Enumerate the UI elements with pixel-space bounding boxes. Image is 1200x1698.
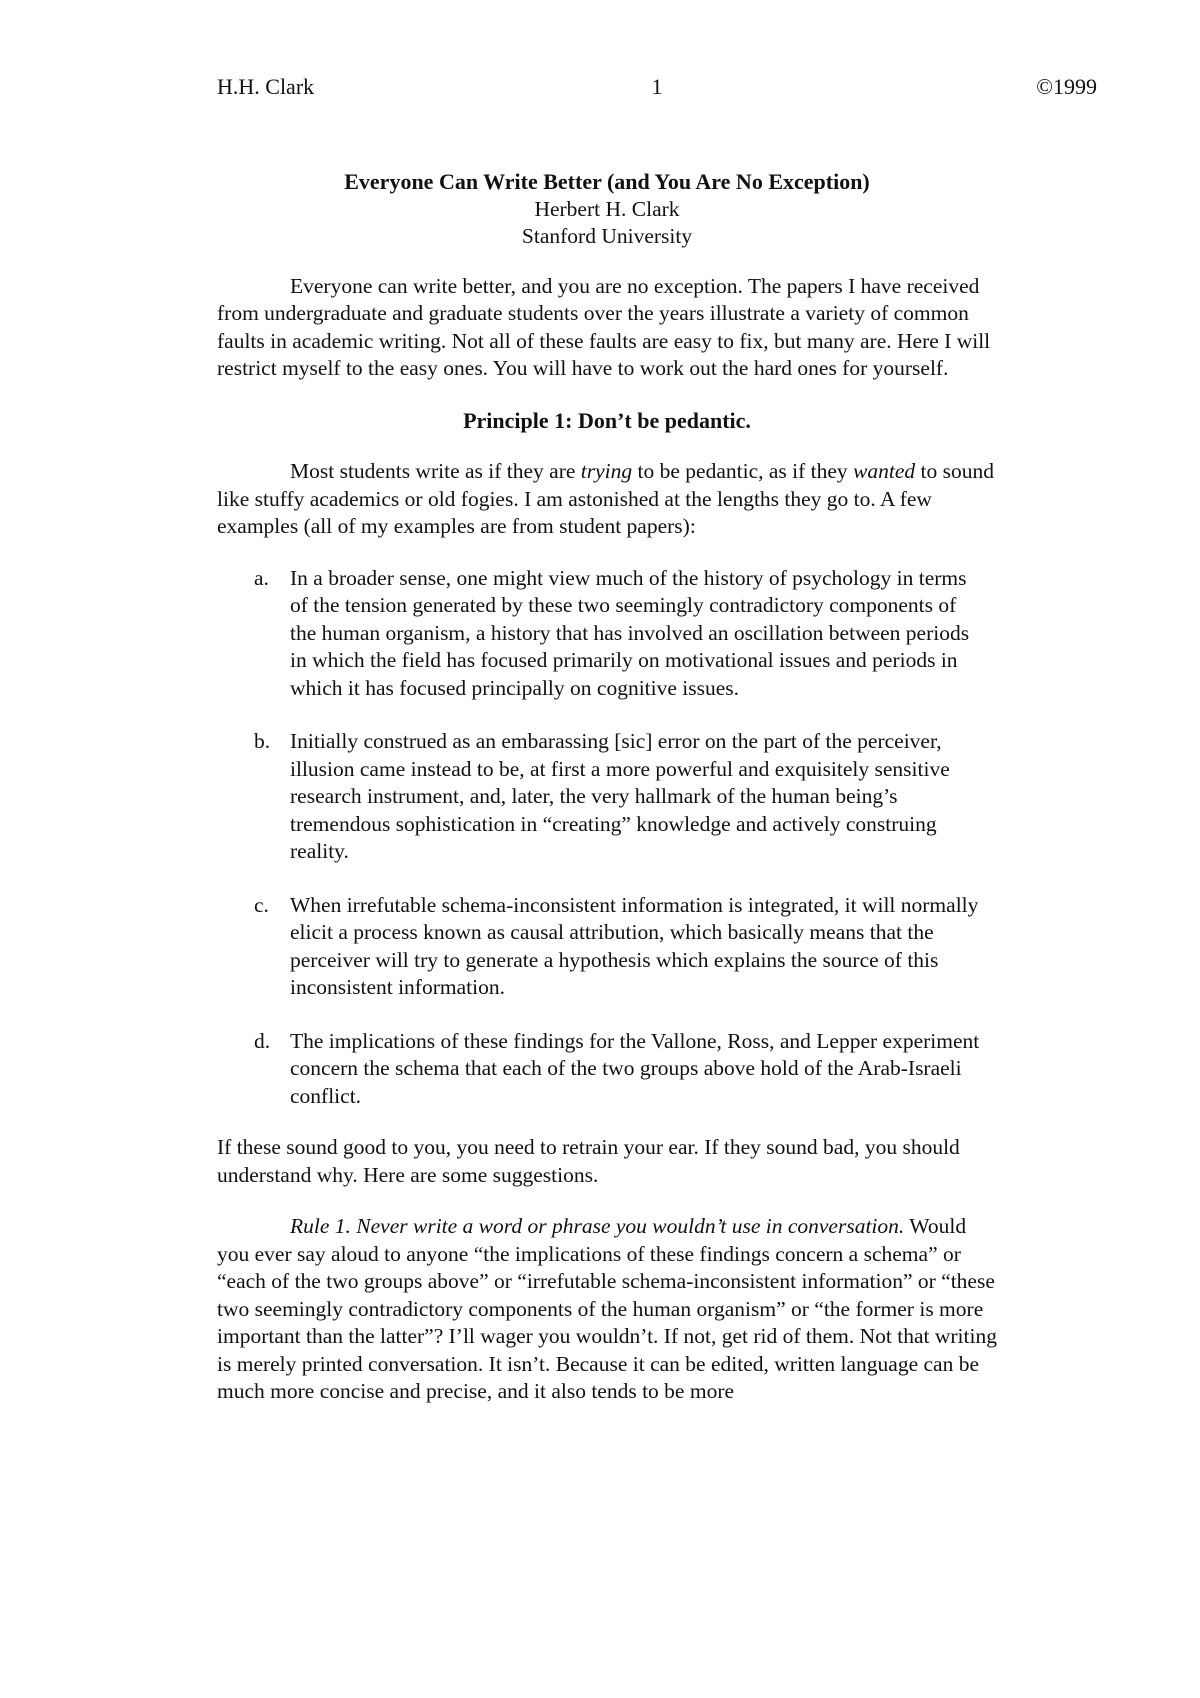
example-item	[217, 1028, 997, 1111]
example-marker: c.	[254, 892, 269, 917]
principle-heading: Principle 1: Don’t be pedantic.	[463, 407, 751, 433]
example-text: In a broader sense, one might view much of the history of psychology in terms of the tension generated by these two seemingly contradictory components of the human organism, a history that has involved an oscillation between periods in which the field has focused primarily on motivational issues and periods in which it has focused principally on cognitive issues.	[290, 565, 970, 700]
paragraph-text: to sound like stuffy academics or old fogies. I am astonished at the lengths they go to. A few examples (all of my examples are from student papers):	[217, 459, 995, 538]
title-block	[217, 168, 997, 251]
rule-paragraph	[217, 1213, 997, 1406]
example-item	[217, 565, 997, 703]
author-name: Herbert H. Clark	[534, 196, 680, 221]
header-author: H.H. Clark	[217, 74, 315, 99]
author-affiliation: Stanford University	[521, 224, 693, 248]
example-marker: b.	[254, 729, 271, 753]
paragraph-text: to be pedantic, as if they	[632, 459, 854, 483]
rule-text: Would you ever say aloud to anyone “the implications of these findings concern a schema” or “each of the two groups above” or “irrefutable schema-inconsistent information” or “these two seemingly contradictory components of the human organism” or “the former is more important than the latter”? I’ll wager you wouldn’t. If not, get rid of them. Not that writing is merely printed conversation. It isn’t. Because it can be edited, written language can be much more concise and precise, and it also tends to be more	[217, 1214, 997, 1403]
emphasis-text: trying	[580, 459, 633, 483]
principle-paragraph	[217, 458, 997, 541]
paragraph-text: Most students write as if they are	[290, 459, 581, 483]
followup-paragraph: If these sound good to you, you need to retrain your ear. If they sound bad, you should understand why. Here are some suggestions.	[217, 1135, 960, 1187]
running-header	[217, 72, 1097, 102]
rule-title: Rule 1. Never write a word or phrase you wouldn’t use in conversation.	[290, 1214, 905, 1238]
example-text: When irrefutable schema-inconsistent information is integrated, it will normally elicit a process known as causal attribution, which basically means that the perceiver will try to generate a hypothesis which explains the source of this inconsistent information.	[290, 892, 979, 999]
document-body	[217, 168, 997, 1406]
example-marker: a.	[254, 565, 269, 590]
emphasis-text: wanted	[853, 459, 916, 483]
example-item	[217, 728, 997, 866]
example-item	[217, 892, 997, 1002]
document-title: Everyone Can Write Better (and You Are No Exception)	[344, 169, 870, 194]
example-marker: d.	[254, 1028, 271, 1053]
example-text: Initially construed as an embarassing [sic] error on the part of the perceiver, illusion came instead to be, at first a more powerful and exquisitely sensitive research instrument, and, later, the very hallmark of the human being’s tremendous sophistication in “creating” knowledge and actively construing reality.	[290, 729, 950, 863]
header-copyright: ©1999	[1036, 74, 1097, 99]
example-list	[217, 565, 997, 1111]
intro-paragraph: Everyone can write better, and you are no exception. The papers I have received from undergraduate and graduate students over the years illustrate a variety of common faults in academic writing. Not all of these faults are easy to fix, but many are. Here I will restrict myself to the easy ones. You will have to work out the hard ones for yourself.	[217, 273, 991, 380]
header-page-number: 1	[651, 74, 663, 99]
example-text: The implications of these findings for the Vallone, Ross, and Lepper experiment concern the schema that each of the two groups above hold of the Arab-Israeli conflict.	[290, 1028, 980, 1108]
